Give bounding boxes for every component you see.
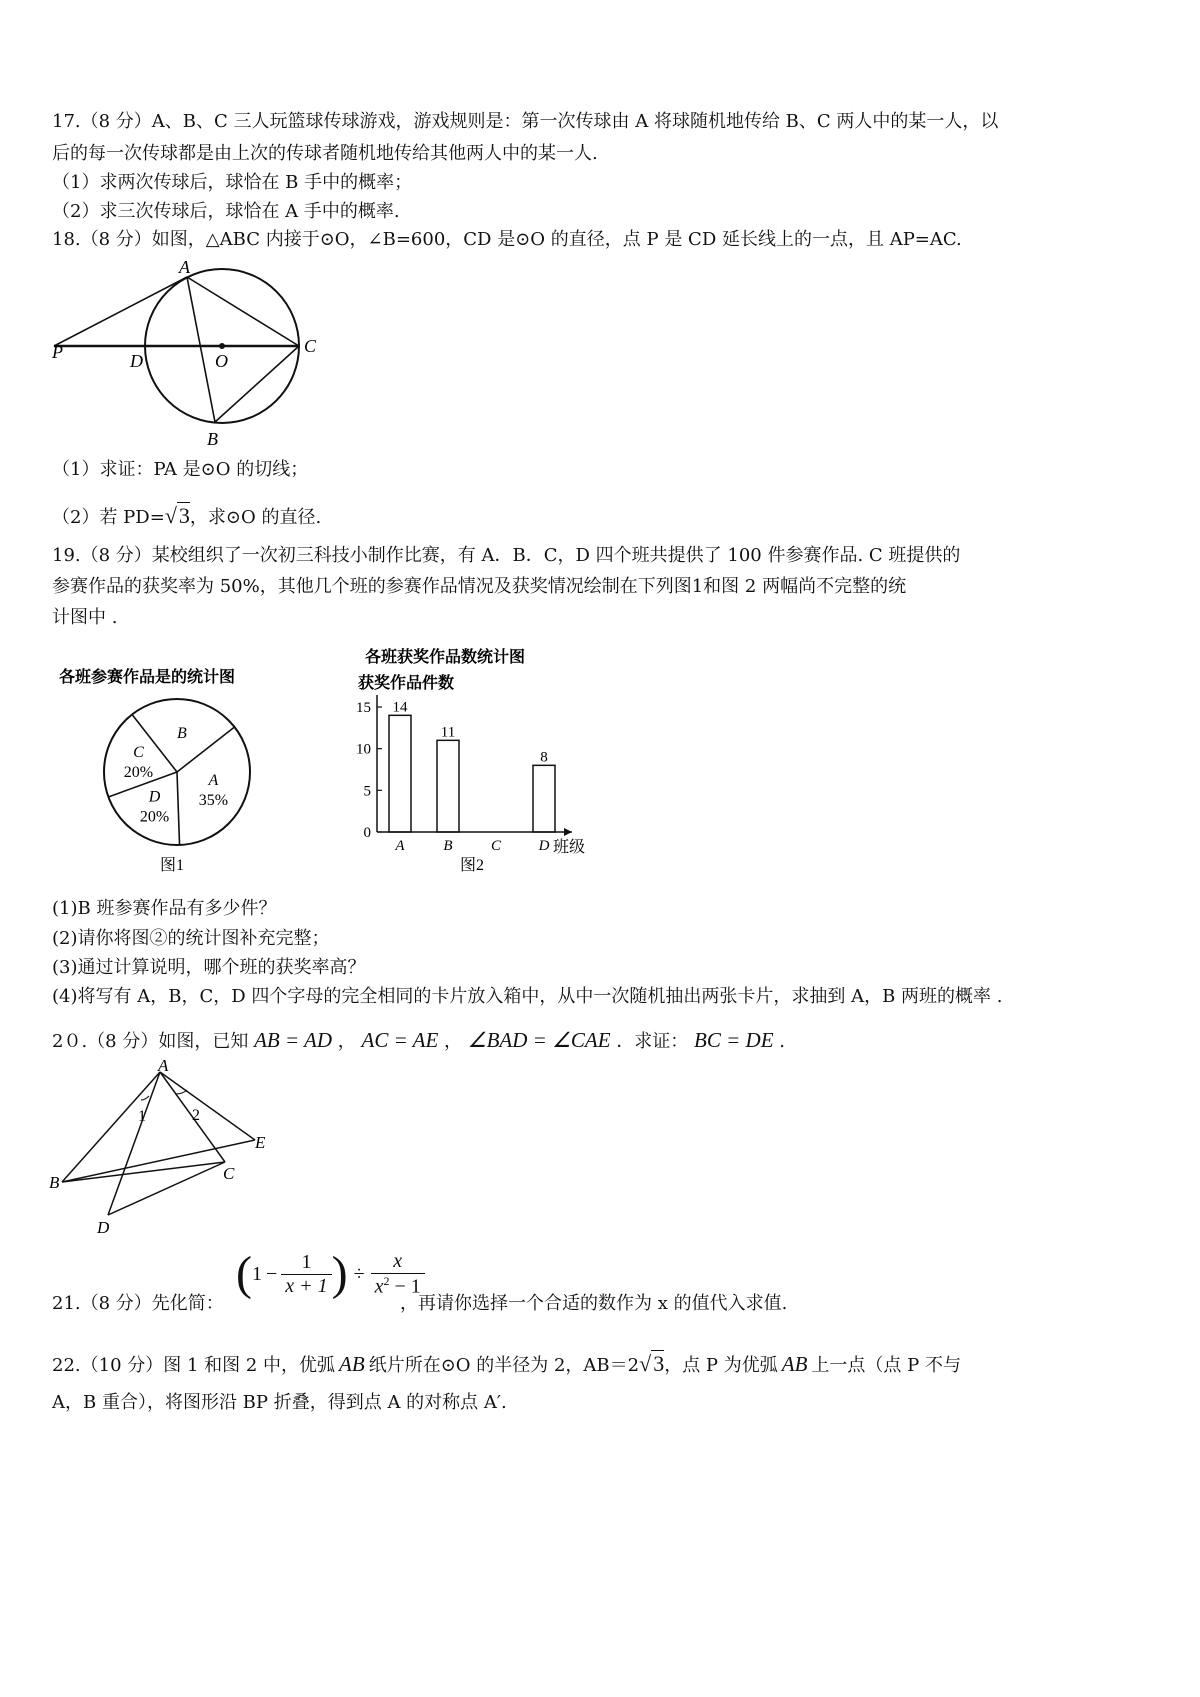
bar-chart [325, 640, 605, 880]
q18-part2 [52, 504, 321, 530]
x-tick-label-D: D [538, 838, 550, 854]
q21-expression: ( 1 − $\frac{1}{x + 1}$ ) ÷ $\frac{x}{x^2 - 1}$ [236, 1250, 425, 1299]
arc-ab-1: AB [339, 1352, 365, 1376]
q19-part2: (2)请你将图②的统计图补充完整； [52, 928, 330, 949]
q22-line1: 22.（10 分）图 1 和图 2 中，优弧 AB 纸片所在⊙O 的半径为 2，AB＝2√3，点 P 为优弧 AB 上一点（点 P 不与 [52, 1351, 961, 1376]
y-tick-label-5: 5 [363, 783, 371, 800]
q21-prefix: 21.（8 分）先化简： [52, 1293, 224, 1314]
label-2: 2 [192, 1107, 200, 1124]
q22-line2: A，B 重合），将图形沿 BP 折叠，得到点 A 的对称点 A′. [52, 1392, 507, 1413]
arc-ab-2: AB [781, 1352, 808, 1376]
q18-part2-suffix: ，求⊙O 的直径. [189, 507, 322, 528]
label-p: P [52, 342, 63, 362]
pie-slice-label-D: D [148, 788, 161, 806]
pie-slice-value-A: 35% [198, 791, 229, 809]
q20-target: BC = DE [694, 1028, 774, 1052]
bar-title: 各班获奖作品数统计图 [365, 649, 526, 666]
q17-line2: 后的每一次传球都是由上次的传球者随机地传给其他两人中的某一人. [52, 143, 598, 164]
label-d: D [97, 1218, 110, 1237]
label-e: E [255, 1133, 266, 1152]
q20-cond2: AC = AE [361, 1028, 439, 1052]
q21-one: 1 [251, 1262, 262, 1285]
label-a: A [179, 257, 190, 277]
q20-cond1: AB = AD [254, 1028, 333, 1052]
line-ab [187, 277, 215, 422]
x-tick-label-C: C [490, 838, 502, 854]
q18-figure [40, 255, 340, 455]
q20-prove-word: ．求证： [616, 1031, 689, 1052]
pie-slice-label-B: B [177, 725, 187, 743]
pie-slice-value-D: 20% [139, 808, 170, 826]
pie-slice-label-A: A [208, 771, 219, 789]
q20-cond3: ∠BAD = ∠CAE [467, 1028, 611, 1052]
line-pa [54, 277, 187, 346]
q17-line1: 17.（8 分）A、B、C 三人玩篮球传球游戏，游戏规则是：第一次传球由 A 将球随机地传给 B、C 两人中的某一人，以 [52, 111, 999, 132]
bar-value-D: 8 [540, 749, 548, 766]
y-tick-label-0: 0 [363, 825, 371, 841]
bar-xlabel: 班级 [553, 839, 586, 856]
bar-B [437, 740, 459, 832]
line-ac [187, 277, 299, 346]
bar-ylabel: 获奖作品件数 [358, 675, 455, 692]
sqrt3: √3 [164, 503, 190, 528]
bar-value-A: 14 [392, 699, 408, 716]
q19-line1: 19.（8 分）某校组织了一次初三科技小制作比赛，有 A．B．C，D 四个班共提供了 100 件参赛作品. C 班提供的 [52, 545, 961, 566]
pie-slice-value-C: 20% [123, 763, 154, 781]
q19-part1: (1)B 班参赛作品有多少件？ [52, 898, 277, 919]
q18-part2-prefix: （2）若 PD= [52, 507, 165, 528]
x-axis-arrow [564, 828, 572, 836]
q17-part2: （2）求三次传球后，球恰在 A 手中的概率. [52, 201, 400, 222]
bar-A [389, 715, 411, 832]
pie-caption: 图1 [160, 857, 185, 874]
label-a: A [158, 1056, 169, 1075]
q19-line3: 计图中 . [52, 607, 118, 628]
q20-stem: 2０.（8 分）如图，已知 AB = AD ， AC = AE ， ∠BAD = ∠CAE ．求证： BC = DE . [52, 1028, 786, 1052]
q19-part4: (4)将写有 A，B，C，D 四个字母的完全相同的卡片放入箱中，从中一次随机抽出两张卡片，求抽到 A，B 两班的概率 . [52, 986, 1003, 1007]
pie-title: 各班参赛作品是的统计图 [59, 669, 236, 686]
label-1: 1 [138, 1108, 146, 1125]
q18-stem: 18.（8 分）如图，△ABC 内接于⊙O，∠B=600，CD 是⊙O 的直径，点 P 是 CD 延长线上的一点，且 AP=AC. [52, 229, 962, 250]
pie-slice-label-C: C [133, 743, 144, 761]
q21-outer-fraction: $\frac{x}{x^2 - 1}$ [371, 1250, 425, 1299]
q20-prefix: 2０.（8 分）如图，已知 [52, 1031, 249, 1052]
q20-figure [45, 1056, 285, 1240]
q19-line2: 参赛作品的获奖率为 50%，其他几个班的参赛作品情况及获奖情况绘制在下列图1和图 2 两幅尚不完整的统 [52, 576, 907, 597]
q18-part1: （1）求证：PA 是⊙O 的切线； [52, 459, 309, 480]
pie-slice-edge-D [177, 772, 180, 845]
label-c: C [304, 336, 317, 356]
label-b: B [49, 1173, 60, 1192]
y-tick-label-10: 10 [356, 741, 371, 758]
label-b: B [207, 429, 218, 449]
bar-value-B: 11 [440, 724, 456, 741]
center-dot [219, 343, 225, 349]
q17-part1: （1）求两次传球后，球恰在 B 手中的概率； [52, 172, 413, 193]
x-tick-label-B: B [443, 838, 453, 854]
q21-inner-fraction: $\frac{1}{x + 1}$ [281, 1251, 331, 1298]
label-o: O [215, 351, 228, 371]
bar-D [533, 765, 555, 832]
x-tick-label-A: A [395, 838, 405, 854]
bar-caption: 图2 [460, 857, 485, 874]
q19-part3: (3)通过计算说明，哪个班的获奖率高？ [52, 957, 366, 978]
q21-div: ÷ [353, 1262, 365, 1285]
pie-chart [55, 660, 295, 890]
label-d: D [130, 351, 143, 371]
y-tick-label-15: 15 [356, 700, 371, 716]
sqrt3: √3 [639, 1351, 665, 1376]
label-c: C [223, 1164, 235, 1183]
q21-suffix: ，再请你选择一个合适的数作为 x 的值代入求值. [400, 1293, 788, 1314]
